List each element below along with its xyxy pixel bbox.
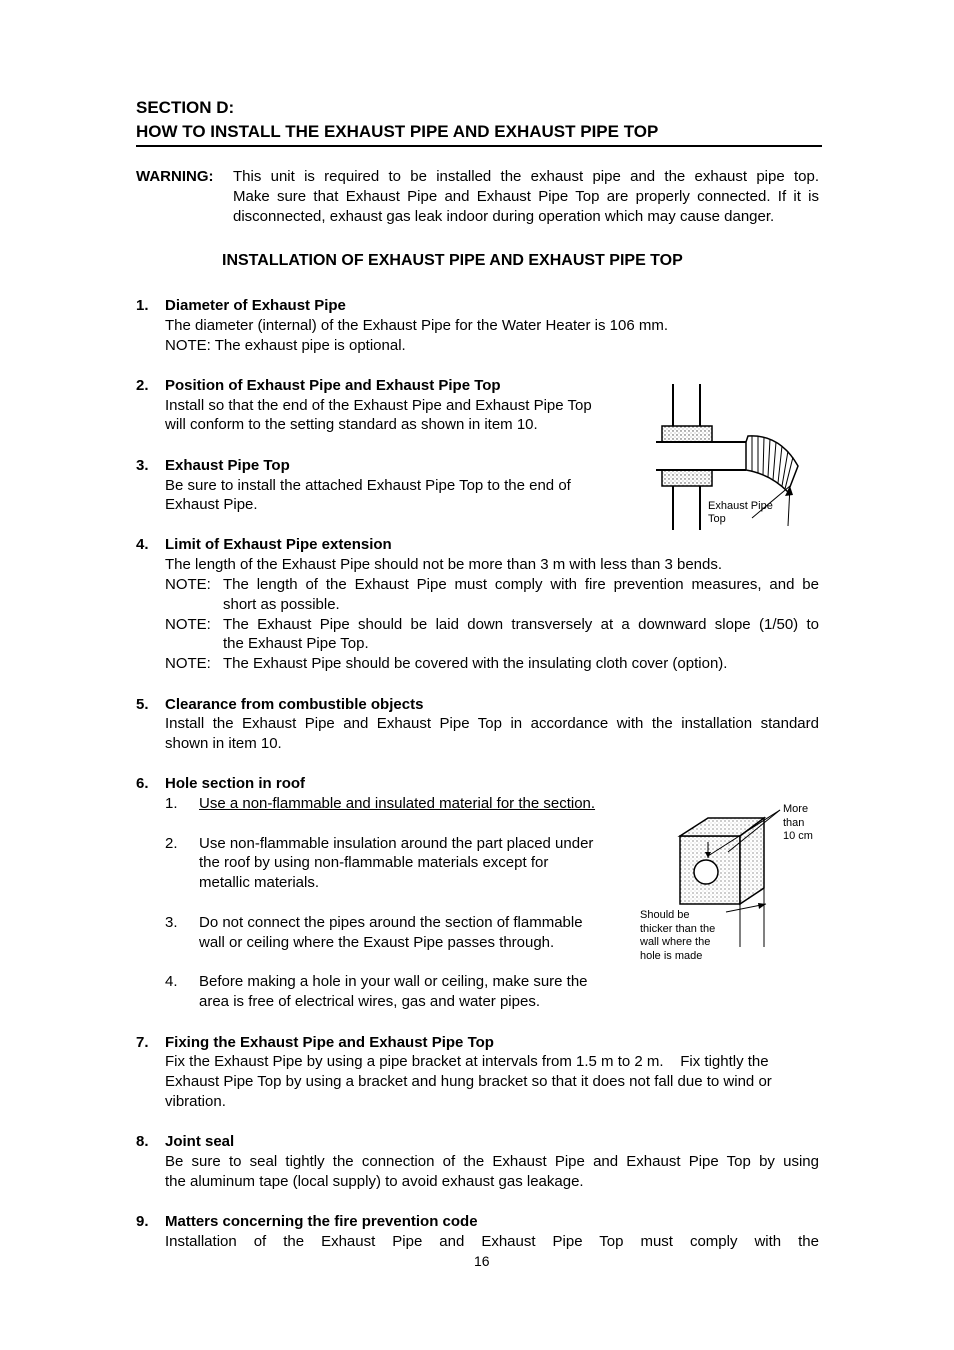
item-number: 8. — [136, 1133, 149, 1150]
figure2-label: 10 cm — [783, 830, 813, 842]
item-text: Be sure to install the attached Exhaust Pipe Top to the end of — [165, 477, 571, 494]
item-number: 9. — [136, 1213, 149, 1230]
figure1-label: Top — [708, 513, 726, 525]
sub-text: area is free of electrical wires, gas and water pipes. — [199, 993, 540, 1010]
item-title: Clearance from combustible objects — [165, 696, 424, 713]
exhaust-pipe-top-diagram — [648, 374, 820, 540]
header-rule — [136, 145, 822, 147]
item-number: 1. — [136, 297, 149, 314]
item-text: will conform to the setting standard as shown in item 10. — [165, 416, 538, 433]
item-title: Matters concerning the fire prevention code — [165, 1213, 478, 1230]
figure2-label: Should be — [640, 909, 690, 921]
item-number: 3. — [136, 457, 149, 474]
item-text: Install the Exhaust Pipe and Exhaust Pipe Top in accordance with the installation standard — [165, 715, 819, 732]
hole-section-diagram — [628, 792, 828, 974]
note-label: NOTE: — [165, 576, 211, 593]
item-title: Hole section in roof — [165, 775, 306, 792]
note-text: the Exhaust Pipe Top. — [223, 635, 369, 652]
note-text: The Exhaust Pipe should be laid down transversely at a downward slope (1/50) to — [223, 616, 819, 633]
item-text: Install so that the end of the Exhaust Pipe and Exhaust Pipe Top — [165, 397, 592, 414]
figure2-label: More — [783, 803, 809, 815]
sub-text — [199, 794, 595, 814]
item-text: The diameter (internal) of the Exhaust Pipe for the Water Heater is 106 mm. — [165, 317, 668, 334]
note-text: short as possible. — [223, 596, 340, 613]
item-number: 6. — [136, 775, 149, 792]
warning-line: This unit is required to be installed the exhaust pipe and the exhaust pipe top. — [233, 168, 819, 185]
item-title: Limit of Exhaust Pipe extension — [165, 536, 392, 553]
figure2-label: thicker than the — [640, 923, 716, 935]
note-label: NOTE: — [165, 616, 211, 633]
item-title: Position of Exhaust Pipe and Exhaust Pipe Top — [165, 377, 501, 394]
note-text: The Exhaust Pipe should be covered with the insulating cloth cover (option). — [223, 655, 728, 672]
page-number: 16 — [474, 1253, 490, 1269]
item-title: Diameter of Exhaust Pipe — [165, 297, 346, 314]
item-text: vibration. — [165, 1093, 226, 1110]
sub-text: Use non-flammable insulation around the part placed under — [199, 835, 594, 852]
figure2-label: hole is made — [640, 950, 703, 962]
subheading: INSTALLATION OF EXHAUST PIPE AND EXHAUST PIPE TOP — [222, 252, 683, 269]
section-label: SECTION D: — [136, 98, 235, 117]
sub-text: wall or ceiling where the Exaust Pipe passes through. — [199, 934, 555, 951]
sub-text: metallic materials. — [199, 874, 320, 891]
item-text: shown in item 10. — [165, 735, 282, 752]
section-title: HOW TO INSTALL THE EXHAUST PIPE AND EXHAUST PIPE TOP — [136, 122, 659, 141]
item-number: 4. — [136, 536, 149, 553]
sub-text: Do not connect the pipes around the section of flammable — [199, 914, 583, 931]
figure1-label: Exhaust Pipe — [708, 500, 773, 512]
item-number: 5. — [136, 696, 149, 713]
item-title: Exhaust Pipe Top — [165, 457, 290, 474]
sub-number: 1. — [165, 795, 178, 812]
figure2-label: than — [783, 817, 805, 829]
item-text: Exhaust Pipe. — [165, 496, 258, 513]
item-text: Exhaust Pipe Top by using a bracket and hung bracket so that it does not fall due to wind or — [165, 1073, 772, 1090]
item-text: NOTE: The exhaust pipe is optional. — [165, 337, 406, 354]
item-title: Fixing the Exhaust Pipe and Exhaust Pipe Top — [165, 1034, 494, 1051]
item-number: 7. — [136, 1034, 149, 1051]
note-label: NOTE: — [165, 655, 211, 672]
sub-text: the roof by using non-flammable materials except for — [199, 854, 549, 871]
item-title: Joint seal — [165, 1133, 235, 1150]
sub-number: 2. — [165, 835, 178, 852]
sub-number: 4. — [165, 973, 178, 990]
warning-line: disconnected, exhaust gas leak indoor during operation which may cause danger. — [233, 208, 775, 225]
sub-text: Before making a hole in your wall or ceiling, make sure the — [199, 973, 588, 990]
item-text: Be sure to seal tightly the connection of the Exhaust Pipe and Exhaust Pipe Top by using — [165, 1153, 819, 1170]
item-text: Fix the Exhaust Pipe by using a pipe bracket at intervals from 1.5 m to 2 m. Fix tightly the — [165, 1053, 769, 1070]
warning-line: Make sure that Exhaust Pipe and Exhaust Pipe Top are properly connected. If it is — [233, 188, 819, 205]
note-text: The length of the Exhaust Pipe must comply with fire prevention measures, and be — [223, 576, 819, 593]
sub-text-underlined: Use a non-flammable and insulated material for the section. — [199, 795, 596, 812]
item-number: 2. — [136, 377, 149, 394]
item-text: Installation of the Exhaust Pipe and Exhaust Pipe Top must comply with the — [165, 1233, 819, 1250]
item-text: the aluminum tape (local supply) to avoid exhaust gas leakage. — [165, 1173, 584, 1190]
warning-label: WARNING: — [136, 168, 214, 185]
sub-number: 3. — [165, 914, 178, 931]
item-text: The length of the Exhaust Pipe should not be more than 3 m with less than 3 bends. — [165, 556, 723, 573]
figure2-label: wall where the — [640, 936, 711, 948]
